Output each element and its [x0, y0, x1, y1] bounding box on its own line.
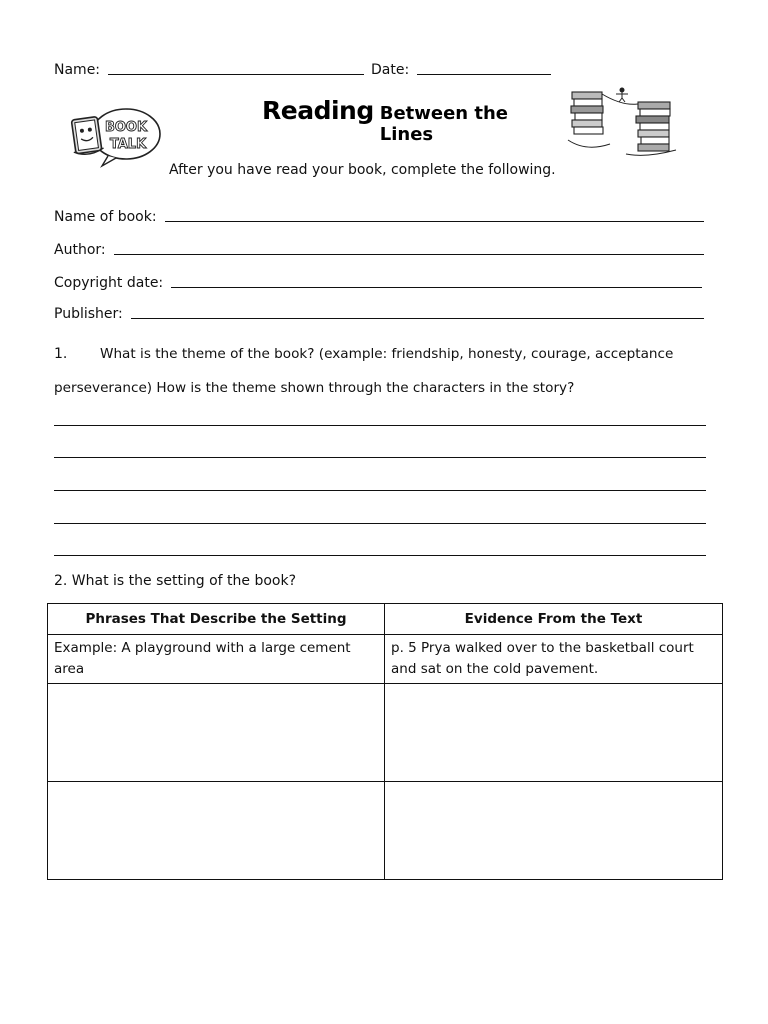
author-label: Author: [54, 242, 106, 258]
table-row-example [48, 635, 723, 684]
page-title [262, 96, 512, 145]
book-talk-logo [68, 104, 164, 168]
name-line [108, 73, 364, 75]
publisher-field[interactable] [54, 302, 704, 322]
question1-line1: What is the theme of the book? (example: friendship, honesty, courage, acceptance [100, 346, 674, 362]
author-line [114, 253, 704, 255]
answer-line[interactable] [54, 490, 706, 491]
title-reading: Reading [262, 96, 374, 125]
instructions: After you have read your book, complete the following. [169, 162, 556, 178]
example-phrase: Example: A playground with a large cement area [48, 635, 385, 684]
answer-line[interactable] [54, 523, 706, 524]
answer-line[interactable] [54, 457, 706, 458]
logo-text-book: BOOK [104, 120, 148, 135]
copyright-date-line [171, 286, 702, 288]
example-evidence: p. 5 Prya walked over to the basketball court and sat on the cold pavement. [385, 635, 723, 684]
evidence-cell[interactable] [385, 684, 723, 782]
answer-line[interactable] [54, 555, 706, 556]
date-line [417, 73, 551, 75]
publisher-line [131, 317, 704, 319]
table-row [48, 684, 723, 782]
book-stacks-icon [566, 84, 694, 160]
phrase-cell[interactable] [48, 782, 385, 880]
table-row [48, 782, 723, 880]
book-name-field[interactable] [54, 205, 704, 225]
header-evidence: Evidence From the Text [385, 604, 723, 635]
header-phrases: Phrases That Describe the Setting [48, 604, 385, 635]
book-stacks-illustration [566, 84, 694, 160]
logo-text-talk: TALK [109, 137, 147, 152]
author-field[interactable] [54, 238, 704, 258]
date-label: Date: [371, 62, 410, 78]
copyright-date-label: Copyright date: [54, 275, 164, 291]
name-label: Name: [54, 62, 101, 78]
book-talk-icon [68, 104, 164, 168]
book-name-label: Name of book: [54, 209, 157, 225]
date-field[interactable] [371, 58, 551, 78]
question2: 2. What is the setting of the book? [54, 573, 297, 589]
book-name-line [165, 220, 704, 222]
table-header-row [48, 604, 723, 635]
evidence-cell[interactable] [385, 782, 723, 880]
publisher-label: Publisher: [54, 306, 123, 322]
name-field[interactable] [54, 58, 364, 78]
question1-number: 1. [54, 346, 68, 362]
copyright-date-field[interactable] [54, 271, 702, 291]
phrase-cell[interactable] [48, 684, 385, 782]
setting-table [47, 603, 723, 880]
question1-line2: perseverance) How is the theme shown through the characters in the story? [54, 380, 575, 396]
answer-line[interactable] [54, 425, 706, 426]
title-between-the-lines: Between the Lines [379, 103, 509, 145]
